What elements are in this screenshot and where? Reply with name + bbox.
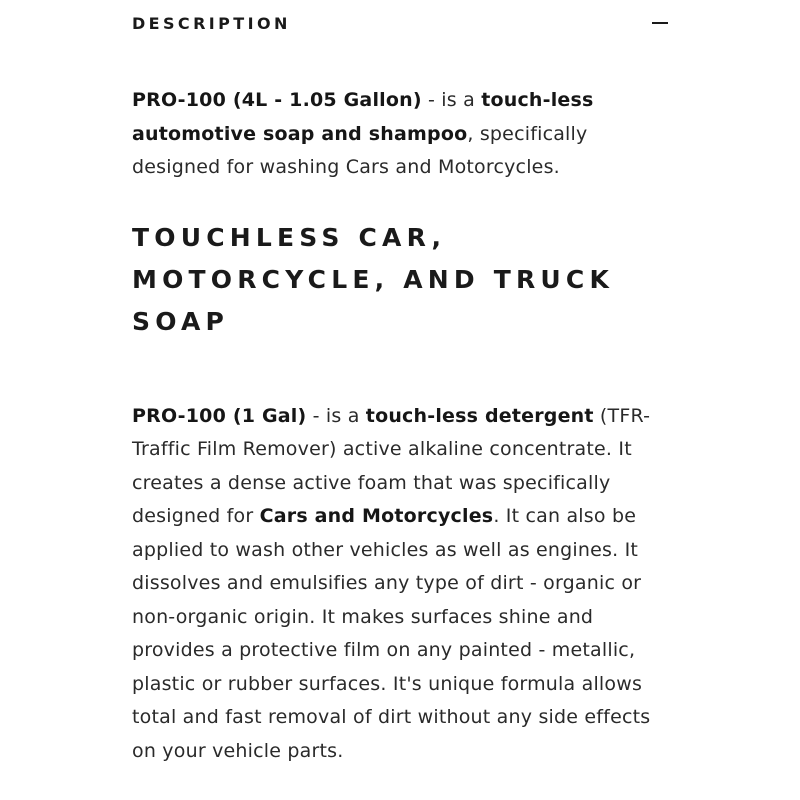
intro-paragraph xyxy=(132,84,652,185)
accordion-title: DESCRIPTION xyxy=(132,13,291,33)
details-highlight-1: touch-less detergent xyxy=(365,404,594,427)
description-content xyxy=(132,84,652,768)
details-text-1: - is a xyxy=(306,404,366,427)
details-paragraph xyxy=(132,400,652,769)
section-heading: TOUCHLESS CAR, MOTORCYCLE, AND TRUCK SOAP xyxy=(132,222,615,336)
details-text-2: (TFR-Traffic Film Remover) active alkaline concentrate. It creates a dense active foam that was specifically designed for xyxy=(132,404,651,527)
intro-text-1: - is a xyxy=(421,89,482,111)
minus-icon[interactable] xyxy=(652,15,668,31)
details-highlight-2: Cars and Motorcycles xyxy=(259,505,494,527)
details-product-name: PRO-100 (1 Gal) xyxy=(132,404,307,427)
intro-highlight: touch-less automotive soap and shampoo xyxy=(132,89,594,145)
details-text-3: . It can also be applied to wash other vehicles as well as engines. It dissolves and emulsifies any type of dirt - organic or non-organic origin. It makes surfaces shine and provides a protective film on any painted - metallic, plastic or rubber surfaces. It's unique formula allows total and fast removal of dirt without any side effects on your vehicle parts. xyxy=(132,505,651,762)
intro-text-2: , specifically designed for washing Cars and Motorcycles. xyxy=(132,122,588,178)
intro-product-name: PRO-100 (4L - 1.05 Gallon) xyxy=(132,89,422,111)
description-accordion-header[interactable] xyxy=(132,10,670,36)
